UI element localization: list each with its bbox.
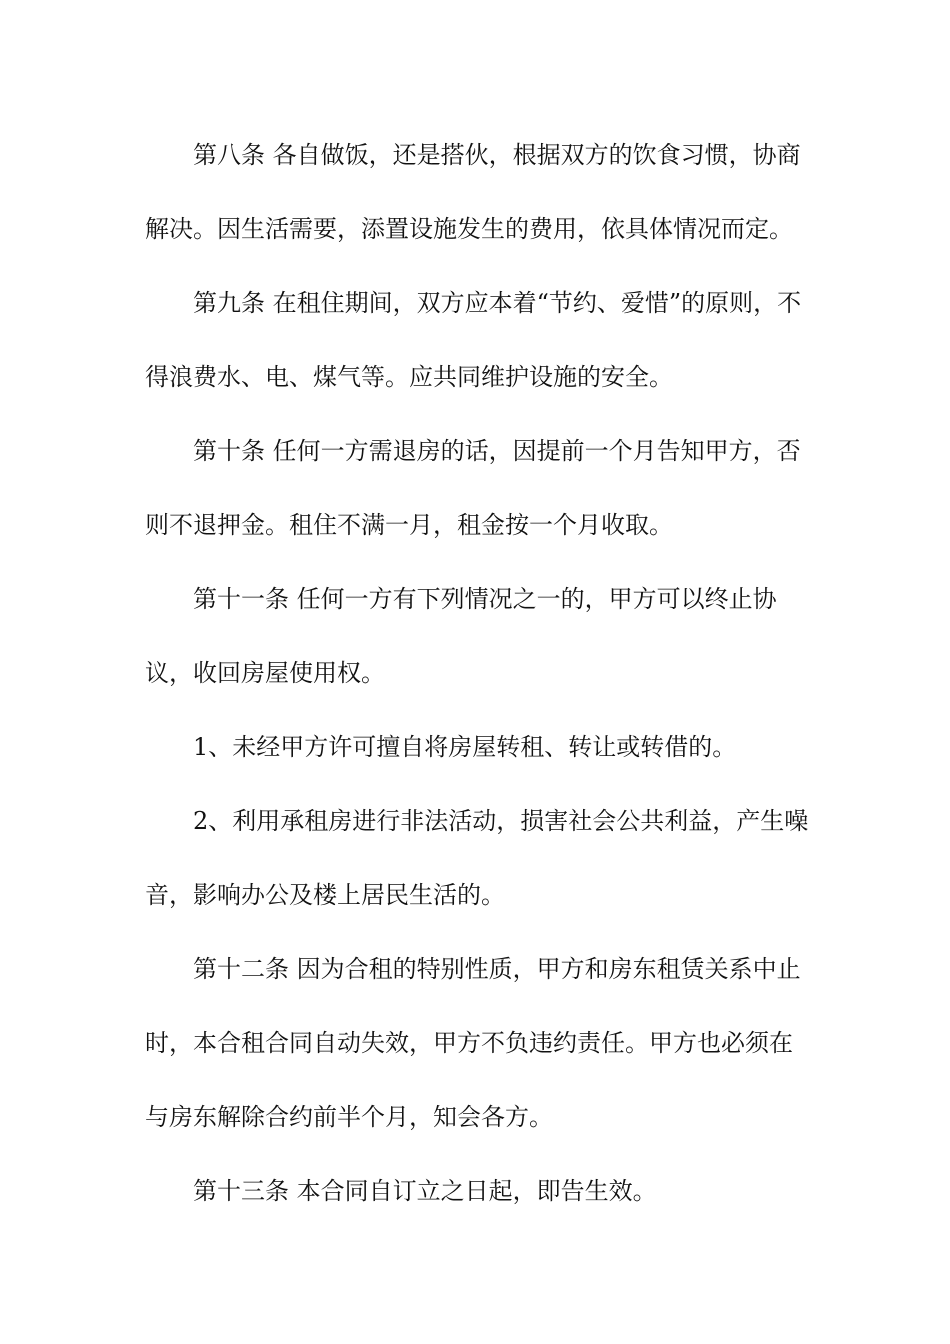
clause-11: 第十一条 任何一方有下列情况之一的，甲方可以终止协议，收回房屋使用权。 xyxy=(145,585,777,687)
document-body xyxy=(145,118,815,1228)
clause-12: 第十二条 因为合租的特别性质，甲方和房东租赁关系中止时，本合租合同自动失效，甲方不负违约责任。甲方也必须在与房东解除合约前半个月，知会各方。 xyxy=(145,955,801,1131)
clause-11-item-2: 2、利用承租房进行非法活动，损害社会公共利益，产生噪音，影响办公及楼上居民生活的。 xyxy=(145,807,809,909)
clause-11-item-1: 1、未经甲方许可擅自将房屋转租、转让或转借的。 xyxy=(193,733,737,761)
clause-13: 第十三条 本合同自订立之日起，即告生效。 xyxy=(193,1177,657,1205)
clause-8: 第八条 各自做饭，还是搭伙，根据双方的饮食习惯，协商解决。因生活需要，添置设施发生的费用，依具体情况而定。 xyxy=(145,141,801,243)
clause-10: 第十条 任何一方需退房的话，因提前一个月告知甲方，否则不退押金。租住不满一月，租金按一个月收取。 xyxy=(145,437,801,539)
clause-9: 第九条 在租住期间，双方应本着“节约、爱惜”的原则，不得浪费水、电、煤气等。应共同维护设施的安全。 xyxy=(145,289,802,391)
